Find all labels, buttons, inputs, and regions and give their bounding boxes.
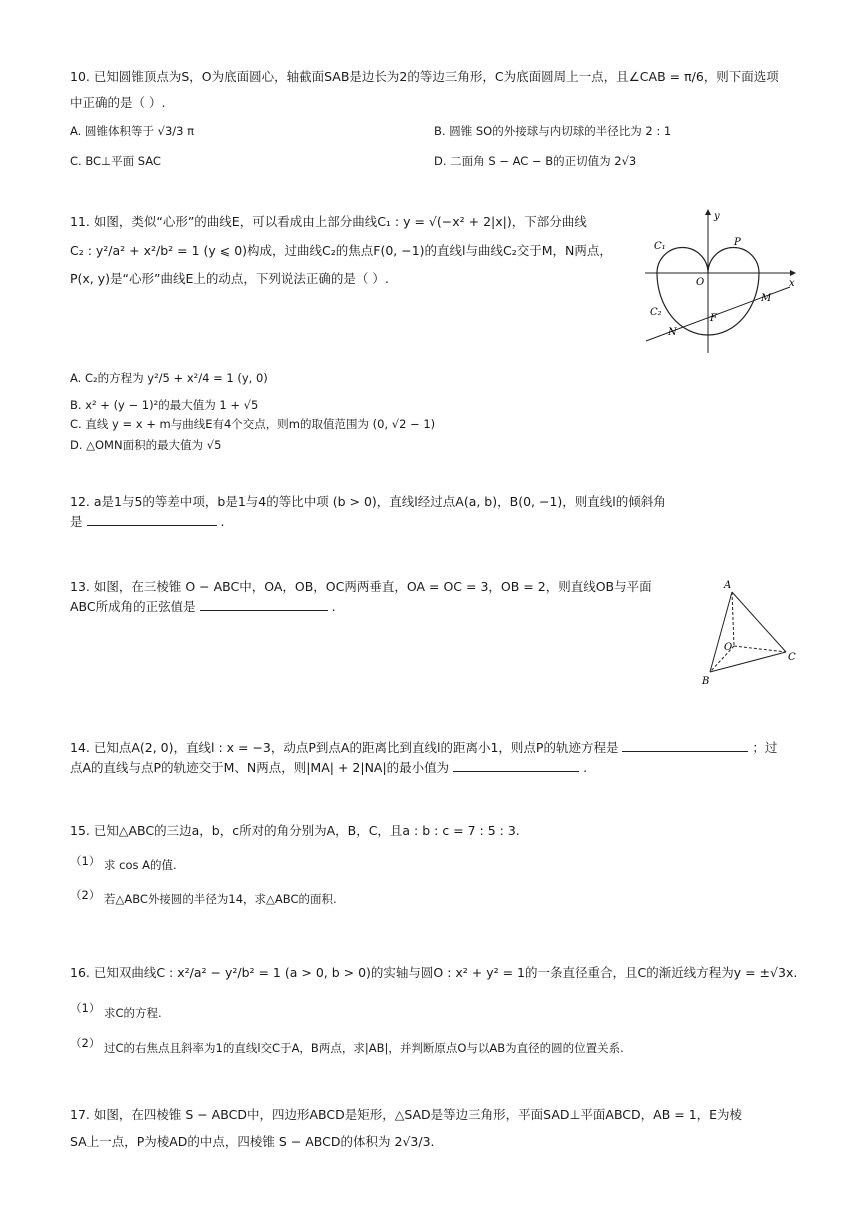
q16-stem: 16. 已知双曲线C : x²/a² − y²/b² = 1 (a > 0, b > 0)的实轴与圆O : x² + y² = 1的一条直径重合，且C的渐近线方程为y = ±√3x. [70, 965, 798, 980]
q11-stem-line1: 11. 如图，类似“心形”的曲线E，可以看成由上部分曲线C₁ : y = √(−x² + 2|x|)，下部分曲线 [70, 214, 587, 229]
q14-stem-line1-suffix: ；过 [752, 740, 778, 755]
fig11-label-f: F [710, 313, 717, 324]
q13-stem-prefix: ABC所成角的正弦值是 [70, 599, 196, 614]
q11-option-c: C. 直线 y = x + m与曲线E有4个交点，则m的取值范围为 (0, √2 − 1) [70, 417, 436, 431]
tetrahedron-figure [698, 578, 803, 688]
fig11-label-c2: C₂ [650, 307, 662, 318]
q10-option-b: B. 圆锥 SO的外接球与内切球的半径比为 2 : 1 [434, 124, 672, 138]
q16-part1-number: （1） [70, 1001, 101, 1015]
q14-stem-line2 [70, 759, 587, 777]
q13-stem-suffix: . [331, 599, 336, 614]
q10-stem-line2: 中正确的是（ ）. [70, 95, 166, 110]
q15-part1-text: 求 cos A的值. [104, 858, 177, 872]
fig13-label-o: O [724, 642, 733, 653]
q14-stem-line1 [70, 739, 777, 757]
q16-part2-number: （2） [70, 1036, 101, 1050]
q13-stem-line1: 13. 如图，在三棱锥 O − ABC中，OA，OB，OC两两垂直，OA = OC = 3，OB = 2，则直线OB与平面 [70, 579, 652, 594]
q17-stem-line2: SA上一点，P为棱AD的中点，四棱锥 S − ABCD的体积为 2√3/3. [70, 1134, 435, 1149]
q12-stem-line2 [70, 513, 224, 531]
q12-stem-suffix: . [220, 514, 225, 529]
fig13-label-b: B [702, 676, 710, 687]
fig13-label-c: C [788, 652, 796, 663]
q10-option-a: A. 圆锥体积等于 √3/3 π [70, 124, 195, 138]
q14-stem-line2-suffix: . [583, 760, 588, 775]
fig11-label-m: M [761, 293, 772, 304]
q15-part2-text: 若△ABC外接圆的半径为14，求△ABC的面积. [104, 892, 337, 906]
q11-stem-line3: P(x, y)是“心形”曲线E上的动点，下列说法正确的是（ ）. [70, 271, 389, 286]
q15-part1-number: （1） [70, 854, 101, 868]
q14-stem-line1-prefix: 14. 已知点A(2, 0)，直线l : x = −3，动点P到点A的距离比到直线l的距离小1，则点P的轨迹方程是 [70, 740, 619, 755]
q10-stem-line1: 10. 已知圆锥顶点为S，O为底面圆心，轴截面SAB是边长为2的等边三角形，C为底面圆周上一点，且∠CAB = π/6，则下面选项 [70, 69, 779, 84]
q16-part1-text: 求C的方程. [104, 1006, 162, 1020]
fig11-label-o: O [696, 277, 705, 288]
q15-part2-number: （2） [70, 888, 101, 902]
q14-answer-blank-1[interactable] [622, 739, 748, 752]
heart-curve-figure [640, 205, 800, 355]
fig11-label-n: N [668, 327, 677, 338]
q12-stem-line1: 12. a是1与5的等差中项，b是1与4的等比中项 (b > 0)，直线l经过点A(a, b)，B(0, −1)，则直线l的倾斜角 [70, 494, 666, 509]
q15-stem: 15. 已知△ABC的三边a，b，c所对的角分别为A，B，C，且a : b : c = 7 : 5 : 3. [70, 823, 520, 838]
fig11-label-y: y [714, 211, 720, 222]
q11-option-a: A. C₂的方程为 y²/5 + x²/4 = 1 (y, 0) [70, 371, 268, 385]
q14-stem-line2-prefix: 点A的直线与点P的轨迹交于M、N两点，则|MA| + 2|NA|的最小值为 [70, 760, 450, 775]
q14-answer-blank-2[interactable] [453, 759, 579, 772]
fig11-label-c1: C₁ [654, 241, 666, 252]
q10-option-d: D. 二面角 S − AC − B的正切值为 2√3 [434, 154, 637, 168]
q17-stem-line1: 17. 如图，在四棱锥 S − ABCD中，四边形ABCD是矩形，△SAD是等边三角形，平面SAD⊥平面ABCD，AB = 1，E为棱 [70, 1107, 743, 1122]
q13-answer-blank[interactable] [200, 598, 328, 611]
q10-option-c: C. BC⊥平面 SAC [70, 154, 161, 168]
q12-stem-prefix: 是 [70, 514, 83, 529]
q11-option-d: D. △OMN面积的最大值为 √5 [70, 438, 222, 452]
q16-part2-text: 过C的右焦点且斜率为1的直线l交C于A，B两点，求|AB|，并判断原点O与以AB为直径的圆的位置关系. [104, 1041, 624, 1055]
q11-option-b: B. x² + (y − 1)²的最大值为 1 + √5 [70, 398, 259, 412]
q11-stem-line2: C₂ : y²/a² + x²/b² = 1 (y ⩽ 0)构成，过曲线C₂的焦点F(0, −1)的直线l与曲线C₂交于M，N两点， [70, 243, 612, 258]
q13-stem-line2 [70, 598, 336, 616]
fig13-label-a: A [724, 580, 732, 591]
fig11-label-p: P [734, 237, 741, 248]
fig11-label-x: x [789, 278, 795, 289]
q12-answer-blank[interactable] [87, 513, 217, 526]
